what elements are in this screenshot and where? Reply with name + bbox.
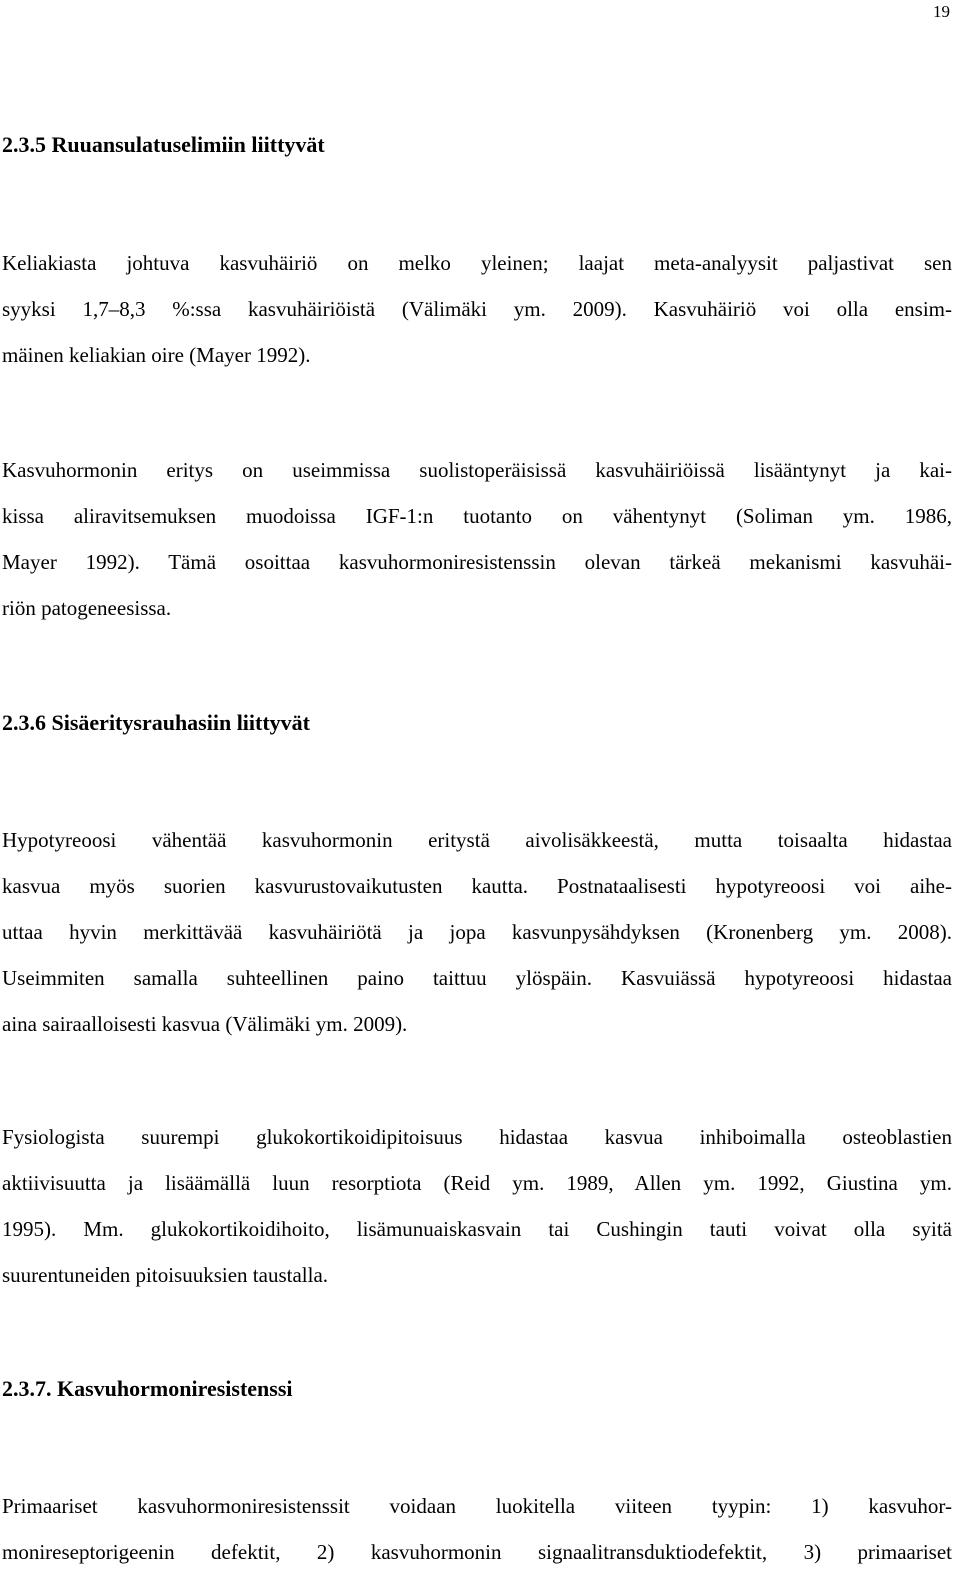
text-line: kasvua myös suorien kasvurustovaikutusten kautta. Postnataalisesti hypotyreoosi voi aihe- (2, 874, 952, 898)
text-line: Primaariset kasvuhormoniresistenssit voidaan luokitella viiteen tyypin: 1) kasvuhor- (2, 1494, 952, 1518)
text-line: Useimmiten samalla suhteellinen paino taittuu ylöspäin. Kasvuiässä hypotyreoosi hidastaa (2, 966, 952, 990)
text-line: aina sairaalloisesti kasvua (Välimäki ym. 2009). (2, 1012, 408, 1036)
page-number: 19 (933, 2, 950, 21)
section-heading-2-3-7: 2.3.7. Kasvuhormoniresistenssi (2, 1376, 293, 1401)
text-line: Kasvuhormonin eritys on useimmissa suolistoperäisissä kasvuhäiriöissä lisääntynyt ja kai- (2, 458, 952, 482)
text-line: Hypotyreoosi vähentää kasvuhormonin eritystä aivolisäkkeestä, mutta toisaalta hidastaa (2, 828, 952, 852)
text-line: riön patogeneesissa. (2, 596, 172, 620)
text-line: syyksi 1,7–8,3 %:ssa kasvuhäiriöistä (Välimäki ym. 2009). Kasvuhäiriö voi olla ensim- (2, 297, 952, 321)
text-line: aktiivisuutta ja lisäämällä luun resorptiota (Reid ym. 1989, Allen ym. 1992, Giustina ym. (2, 1171, 952, 1195)
paragraph-hypotyreoosi (2, 817, 952, 1047)
section-heading-2-3-6: 2.3.6 Sisäeritysrauhasiin liittyvät (2, 710, 311, 735)
text-line: kissa aliravitsemuksen muodoissa IGF-1:n tuotanto on vähentynyt (Soliman ym. 1986, (2, 504, 952, 528)
paragraph-glukokortikoidit (2, 1114, 952, 1298)
text-line: uttaa hyvin merkittävää kasvuhäiriötä ja jopa kasvunpysähdyksen (Kronenberg ym. 2008). (2, 920, 952, 944)
paragraph-keliakia (2, 240, 952, 378)
section-heading-2-3-5: 2.3.5 Ruuansulatuselimiin liittyvät (2, 132, 325, 157)
text-line: monireseptorigeenin defektit, 2) kasvuhormonin signaalitransduktiodefektit, 3) primaariset (2, 1540, 952, 1564)
paragraph-kasvuhormoniresistenssi (2, 1483, 952, 1575)
text-line: Keliakiasta johtuva kasvuhäiriö on melko yleinen; laajat meta-analyysit paljastivat sen (2, 251, 952, 275)
paragraph-kasvuhormonin-eritys (2, 447, 952, 631)
text-line: Fysiologista suurempi glukokortikoidipitoisuus hidastaa kasvua inhiboimalla osteoblastien (2, 1125, 952, 1149)
text-line: suurentuneiden pitoisuuksien taustalla. (2, 1263, 329, 1287)
text-line: mäinen keliakian oire (Mayer 1992). (2, 343, 311, 367)
text-line: 1995). Mm. glukokortikoidihoito, lisämunuaiskasvain tai Cushingin tauti voivat olla syitä (2, 1217, 952, 1241)
text-line: Mayer 1992). Tämä osoittaa kasvuhormoniresistenssin olevan tärkeä mekanismi kasvuhäi- (2, 550, 952, 574)
